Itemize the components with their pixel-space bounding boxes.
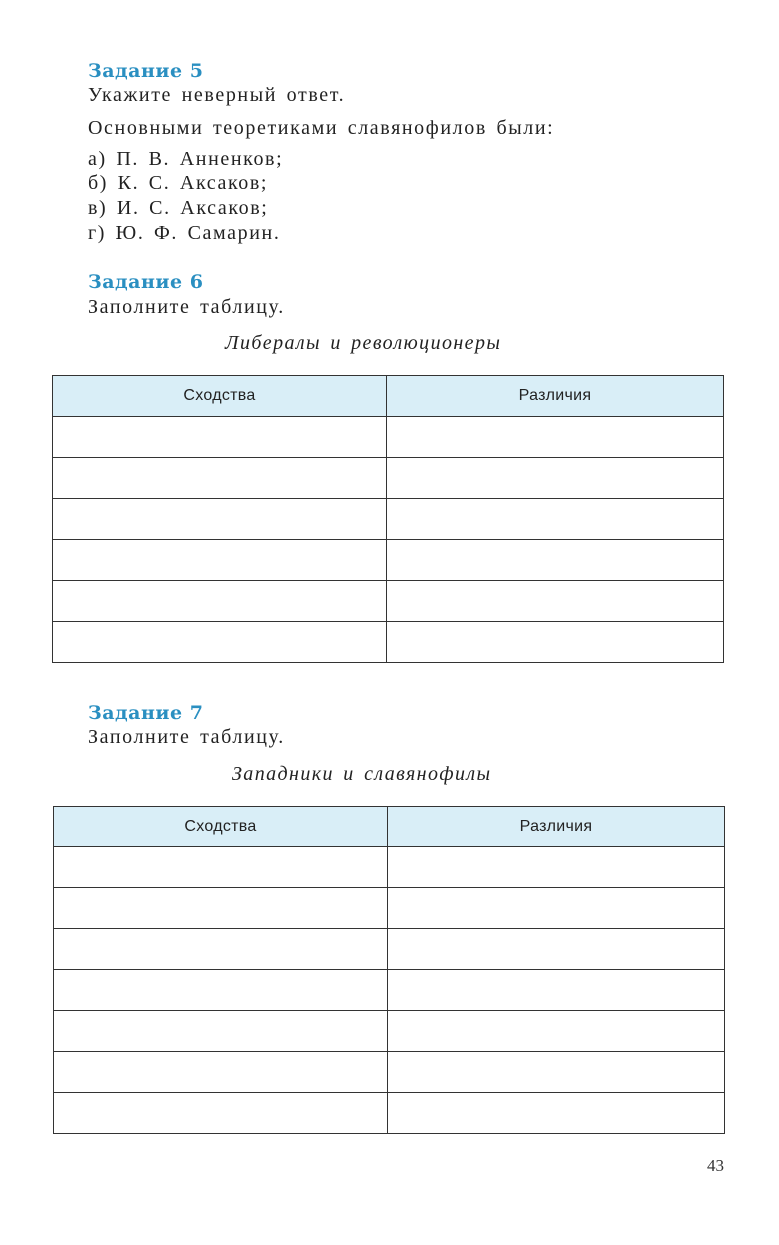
differences-cell[interactable]	[388, 929, 725, 970]
task-6-heading: Задание 6	[88, 271, 204, 293]
table-row	[53, 622, 724, 663]
column-header-similarities: Сходства	[54, 807, 388, 847]
task-5-heading: Задание 5	[88, 60, 204, 82]
differences-cell[interactable]	[388, 1093, 725, 1134]
task-7-table-title: Западники и славянофилы	[232, 763, 492, 785]
differences-cell[interactable]	[387, 458, 724, 499]
similarities-cell[interactable]	[53, 540, 387, 581]
similarities-cell[interactable]	[54, 1011, 388, 1052]
table-row	[54, 1011, 725, 1052]
similarities-cell[interactable]	[54, 970, 388, 1011]
table-row	[54, 970, 725, 1011]
differences-cell[interactable]	[387, 540, 724, 581]
task-5-option-d: г) Ю. Ф. Самарин.	[88, 222, 281, 244]
task-5-option-a: а) П. В. Анненков;	[88, 148, 284, 170]
table-row	[53, 458, 724, 499]
table-header-row	[53, 376, 724, 417]
table-row	[54, 1052, 725, 1093]
task-5-option-b: б) К. С. Аксаков;	[88, 172, 269, 194]
differences-cell[interactable]	[387, 581, 724, 622]
differences-cell[interactable]	[387, 417, 724, 458]
column-header-differences: Различия	[388, 807, 725, 847]
table-row	[53, 499, 724, 540]
task-5-question: Основными теоретиками славянофилов были:	[88, 117, 555, 139]
column-header-differences: Различия	[387, 376, 724, 417]
table-row	[54, 929, 725, 970]
task-7-heading: Задание 7	[88, 702, 204, 724]
task-7-instruction: Заполните таблицу.	[88, 726, 285, 748]
similarities-cell[interactable]	[54, 1052, 388, 1093]
differences-cell[interactable]	[388, 888, 725, 929]
similarities-cell[interactable]	[54, 888, 388, 929]
similarities-cell[interactable]	[54, 929, 388, 970]
task-6-table-title: Либералы и революционеры	[225, 332, 502, 354]
similarities-cell[interactable]	[53, 458, 387, 499]
similarities-cell[interactable]	[53, 622, 387, 663]
differences-cell[interactable]	[387, 622, 724, 663]
task-6-table	[52, 375, 724, 663]
differences-cell[interactable]	[388, 847, 725, 888]
task-6-instruction: Заполните таблицу.	[88, 296, 285, 318]
table-header-row	[54, 807, 725, 847]
table-row	[54, 847, 725, 888]
similarities-cell[interactable]	[54, 847, 388, 888]
table-row	[53, 581, 724, 622]
similarities-cell[interactable]	[53, 417, 387, 458]
similarities-cell[interactable]	[53, 581, 387, 622]
table-row	[53, 540, 724, 581]
table-row	[54, 1093, 725, 1134]
similarities-cell[interactable]	[53, 499, 387, 540]
similarities-cell[interactable]	[54, 1093, 388, 1134]
table-body	[54, 847, 725, 1134]
task-5-option-c: в) И. С. Аксаков;	[88, 197, 269, 219]
differences-cell[interactable]	[388, 1011, 725, 1052]
page-number: 43	[707, 1156, 724, 1175]
differences-cell[interactable]	[388, 970, 725, 1011]
table-row	[53, 417, 724, 458]
differences-cell[interactable]	[388, 1052, 725, 1093]
differences-cell[interactable]	[387, 499, 724, 540]
table-body	[53, 417, 724, 663]
column-header-similarities: Сходства	[53, 376, 387, 417]
task-5-instruction: Укажите неверный ответ.	[88, 84, 346, 106]
task-7-table	[53, 806, 725, 1134]
table-row	[54, 888, 725, 929]
